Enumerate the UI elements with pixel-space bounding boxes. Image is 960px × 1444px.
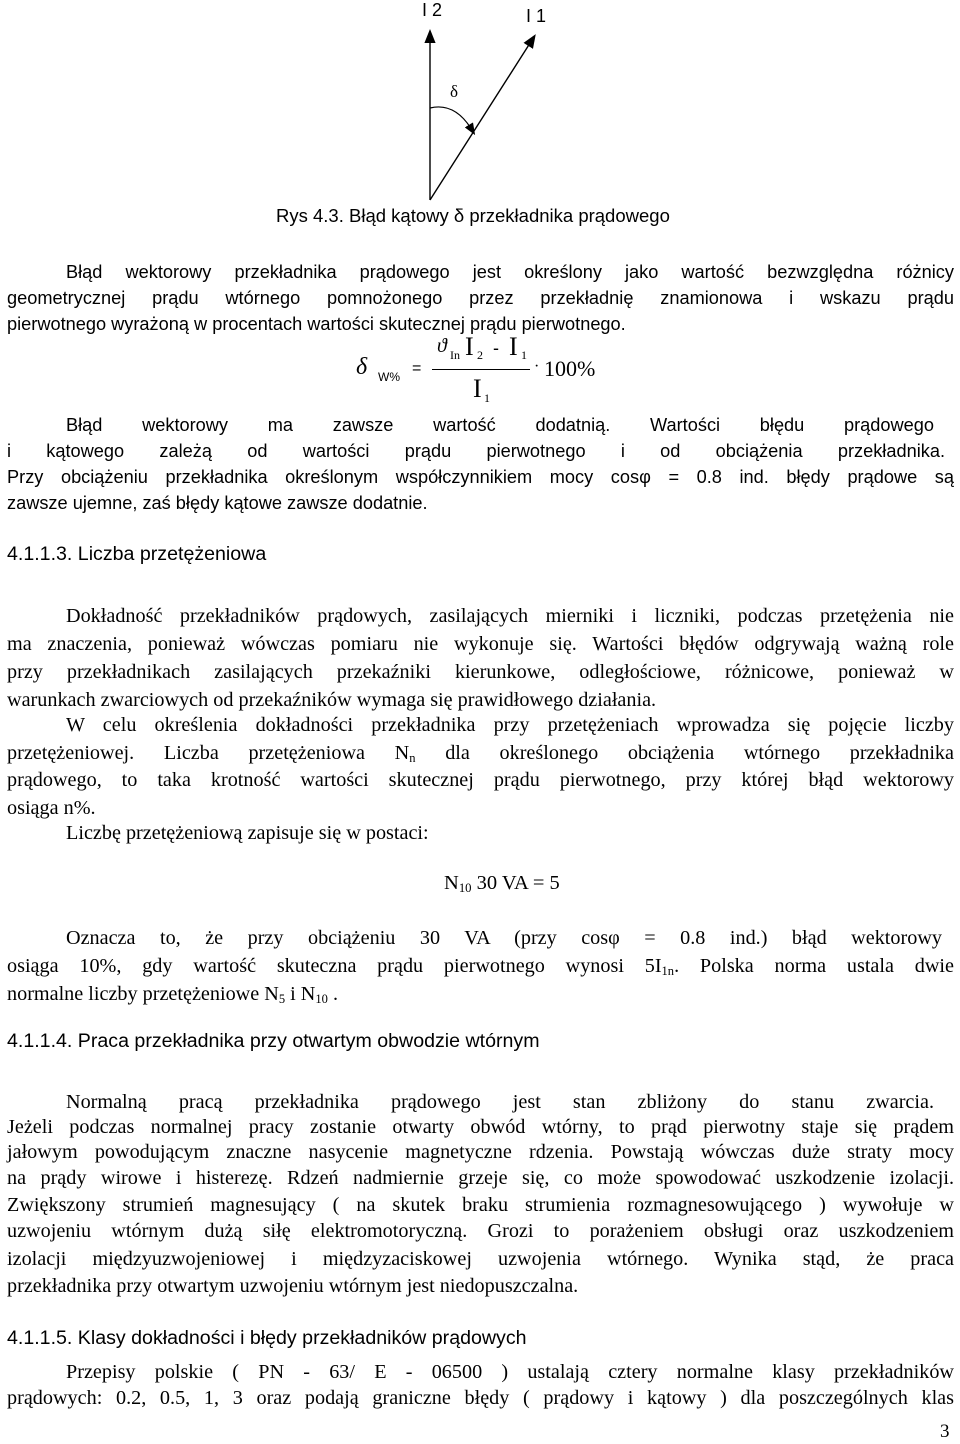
example-rest: 30 VA = 5 [471, 872, 560, 894]
para3-line-4: warunkach zwarciowych od przekaźników wymaga się prawidłowego działania. [7, 689, 657, 711]
formula-delta: δ [356, 354, 368, 380]
para4-line-5: Liczbę przetężeniową zapisuje się w postaci: [66, 822, 429, 844]
para7-line-2: prądowych: 0.2, 0.5, 1, 3 oraz podają graniczne błędy ( prądowy i kątowy ) dla poszczególnych klas [7, 1387, 954, 1409]
formula-in-sub: In [450, 348, 460, 362]
para6-line-1: Normalną pracą przekładnika prądowego jest stan zbliżony do stanu zwarcia. [66, 1091, 934, 1113]
formula-den-sub: 1 [484, 391, 490, 405]
example-n: N [444, 872, 459, 894]
para5-line-3-c: . [327, 983, 338, 1005]
para6-line-7: izolacji międzyuzwojeniowej i międzyzaciskowej uzwojenia wtórnego. Wynika stąd, że praca [7, 1248, 954, 1270]
formula-minus: - [493, 338, 499, 358]
para3-line-1: Dokładność przekładników prądowych, zasilających mierniki i liczniki, podczas przetężenia nie [66, 605, 954, 627]
vector-diagram [400, 0, 600, 205]
vector-diagram-svg [400, 0, 600, 205]
formula-w-sub: W% [378, 370, 400, 384]
formula-theta: ϑ [437, 335, 447, 357]
formula-equals: = [412, 360, 422, 377]
heading-4-1-1-3: 4.1.1.3. Liczba przetężeniowa [7, 543, 267, 565]
para4-line-2-b: dla określonego obciążenia wtórnego przekładnika [415, 742, 954, 764]
subscript-n: n [409, 751, 416, 766]
page-number: 3 [940, 1421, 950, 1442]
para5-line-3-a: normalne liczby przetężeniowe N [7, 983, 279, 1005]
example-sub: 10 [458, 881, 472, 896]
para2-line-1: Błąd wektorowy ma zawsze wartość dodatnią. Wartości błędu prądowego [66, 415, 934, 435]
formula-times: · [534, 358, 540, 375]
para3-line-2: ma znaczenia, ponieważ wówczas pomiaru nie wykonuje się. Wartości błędów odgrywają ważną role [7, 633, 954, 655]
formula-i2: I [465, 332, 474, 361]
angle-arc [430, 107, 472, 130]
para2-line-3: Przy obciążeniu przekładnika określonym współczynnikiem mocy cosφ = 0.8 ind. błędy prądowe są [7, 467, 954, 487]
subscript-10: 10 [315, 992, 328, 1007]
label-i1: I 1 [526, 6, 547, 26]
figure-caption: Rys 4.3. Błąd kątowy δ przekładnika prądowego [276, 205, 670, 226]
overcurrent-example [444, 872, 560, 895]
para5-line-2-a: osiąga 10%, gdy wartość skuteczna prądu pierwotnego wynosi 5I [7, 955, 662, 977]
para4-line-3: prądowego, to taka krotność wartości skutecznej prądu pierwotnego, przy której błąd wektorowy [7, 769, 954, 791]
para4-line-2-a: przetężeniowej. Liczba przetężeniowa N [7, 742, 410, 764]
heading-4-1-1-4: 4.1.1.4. Praca przekładnika przy otwartym obwodzie wtórnym [7, 1030, 540, 1052]
formula-i2-sub: 2 [477, 348, 483, 362]
para5-line-3 [7, 981, 954, 1007]
heading-4-1-1-5: 4.1.1.5. Klasy dokładności i błędy przekładników prądowych [7, 1327, 527, 1349]
formula-denominator: I [473, 374, 482, 403]
para4-line-4: osiąga n%. [7, 797, 96, 819]
para6-line-4: na prądy wirowe i histerezę. Rdzeń nadmiernie grzeje się, co może spowodować uszkodzenie izolacji. [7, 1167, 954, 1189]
label-delta: δ [450, 82, 459, 101]
para5-line-2-b: . Polska norma ustala dwie [674, 955, 954, 977]
formula-i1-sub: 1 [521, 348, 527, 362]
formula-percent: 100% [544, 356, 596, 381]
para6-line-6: uzwojeniu wtórnym dużą siłę elektromotoryczną. Grozi to porażeniem obsługi oraz uszkodzeniem [7, 1220, 954, 1242]
para4-line-1: W celu określenia dokładności przekładnika przy przetężeniach wprowadza się pojęcie liczby [66, 714, 954, 736]
para2-line-2: i kątowego zależą od wartości prądu pierwotnego i od obciążenia przekładnika. [7, 441, 945, 461]
para6-line-8: przekładnika przy otwartym uzwojeniu wtórnym jest niedopuszczalna. [7, 1275, 579, 1297]
para5-line-3-b: i N [285, 983, 316, 1005]
para1-line-2: geometrycznej prądu wtórnego pomnożonego przez przekładnię znamionowa i wskazu prądu [7, 288, 954, 308]
label-i2: I 2 [422, 0, 443, 20]
subscript-1n: 1n [661, 964, 675, 979]
para1-line-1: Błąd wektorowy przekładnika prądowego jest określony jako wartość bezwzględna różnicy [66, 262, 954, 282]
para7-line-1: Przepisy polskie ( PN - 63/ E - 06500 ) ustalają cztery normalne klasy przekładników [66, 1361, 954, 1383]
formula-i1: I [509, 332, 518, 361]
formula-fraction-bar [432, 369, 530, 370]
para4-line-2 [7, 740, 954, 766]
para6-line-5: Zwiększony strumień magnesujący ( na skutek braku strumienia rozmagnesowującego ) wywołuje w [7, 1194, 954, 1216]
vector-i1 [430, 40, 532, 200]
para3-line-3: przy przekładnikach zasilających przekaźniki kierunkowe, odległościowe, różnicowe, ponieważ w [7, 661, 954, 683]
vector-error-formula [0, 332, 960, 408]
para5-line-1: Oznacza to, że przy obciążeniu 30 VA (przy cosφ = 0.8 ind.) błąd wektorowy [66, 927, 942, 949]
para2-line-4: zawsze ujemne, zaś błędy kątowe zawsze dodatnie. [7, 493, 428, 513]
para6-line-2: Jeżeli podczas normalnej pracy zostanie otwarty obwód wtórny, to prąd pierwotny staje się prądem [7, 1116, 954, 1138]
para1-line-3: pierwotnego wyrażoną w procentach wartości skutecznej prądu pierwotnego. [7, 314, 626, 334]
para5-line-2 [7, 953, 954, 979]
para6-line-3: jałowym powodującym znaczne nasycenie magnetyczne rdzenia. Powstają wówczas duże straty mocy [7, 1141, 954, 1163]
subscript-5: 5 [278, 992, 286, 1007]
